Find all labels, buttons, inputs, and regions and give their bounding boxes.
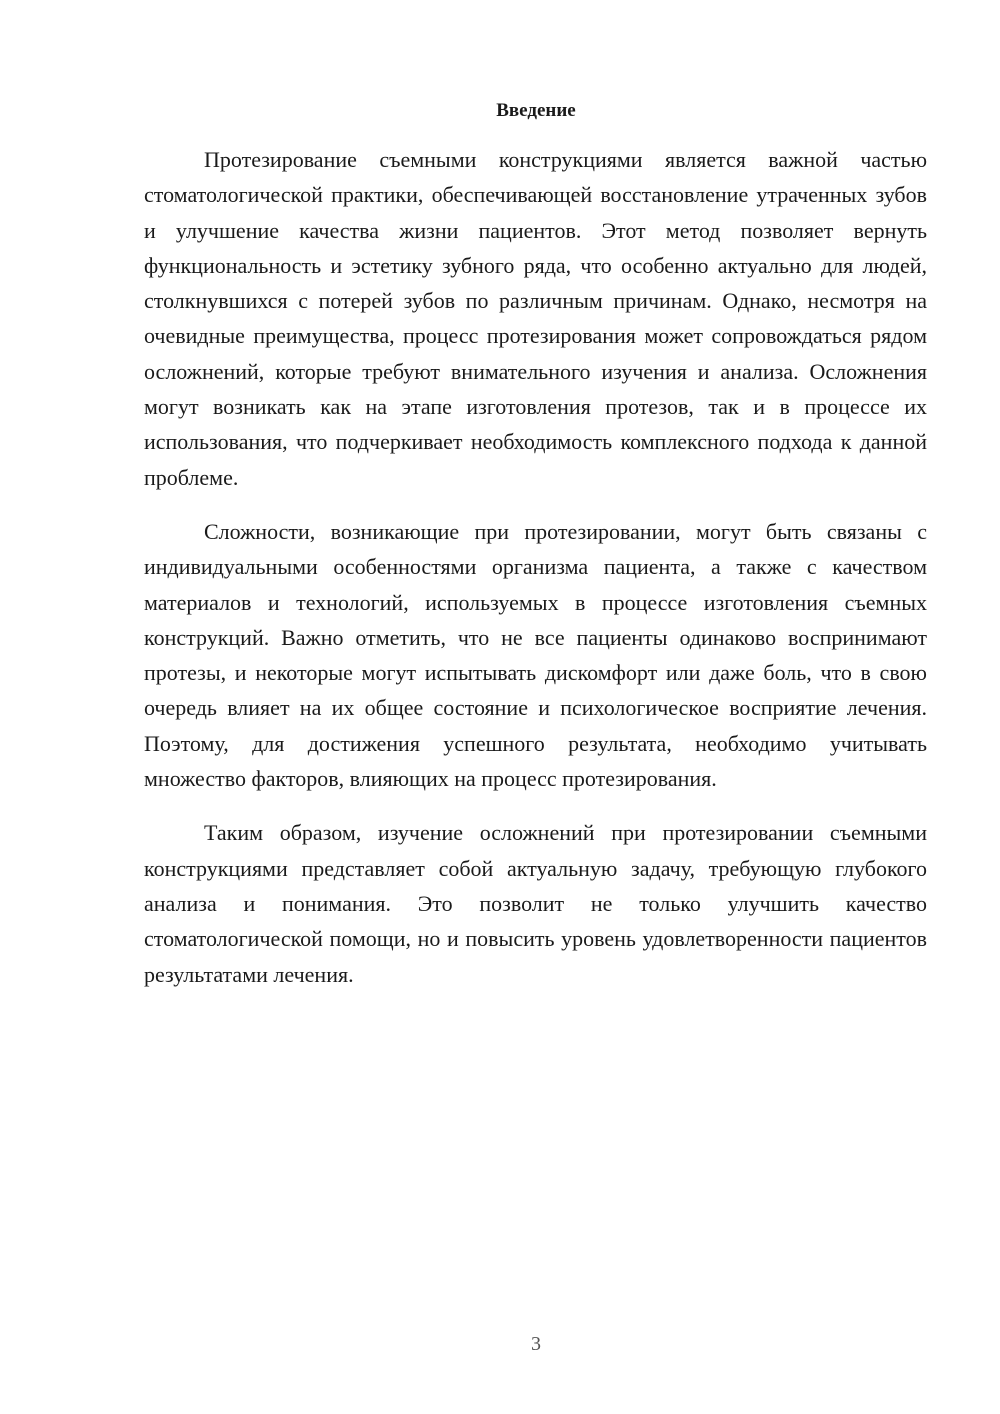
page-title: Введение xyxy=(496,100,576,121)
body-text xyxy=(144,142,927,992)
paragraph-3: Таким образом, изучение осложнений при протезировании съемными конструкциями представляет собой актуальную задачу, требующую глубокого анализа и понимания. Это позволит не только улучшить качество стоматологической помощи, но и повысить уровень удовлетворенности пациентов результатами лечения. xyxy=(144,820,927,987)
paragraph-1: Протезирование съемными конструкциями является важной частью стоматологической практики, обеспечивающей восстановление утраченных зубов и улучшение качества жизни пациентов. Этот метод позволяет вернуть функциональность и эстетику зубного ряда, что особенно актуально для людей, столкнувшихся с потерей зубов по различным причинам. Однако, несмотря на очевидные преимущества, процесс протезирования может сопровождаться рядом осложнений, которые требуют внимательного изучения и анализа. Осложнения могут возникать как на этапе изготовления протезов, так и в процессе их использования, что подчеркивает необходимость комплексного подхода к данной проблеме. xyxy=(144,147,927,490)
page-number: 3 xyxy=(531,1333,541,1355)
paragraph-2: Сложности, возникающие при протезировании, могут быть связаны с индивидуальными особенностями организма пациента, а также с качеством материалов и технологий, используемых в процессе изготовления съемных конструкций. Важно отметить, что не все пациенты одинаково воспринимают протезы, и некоторые могут испытывать дискомфорт или даже боль, что в свою очередь влияет на их общее состояние и психологическое восприятие лечения. Поэтому, для достижения успешного результата, необходимо учитывать множество факторов, влияющих на процесс протезирования. xyxy=(144,518,927,792)
